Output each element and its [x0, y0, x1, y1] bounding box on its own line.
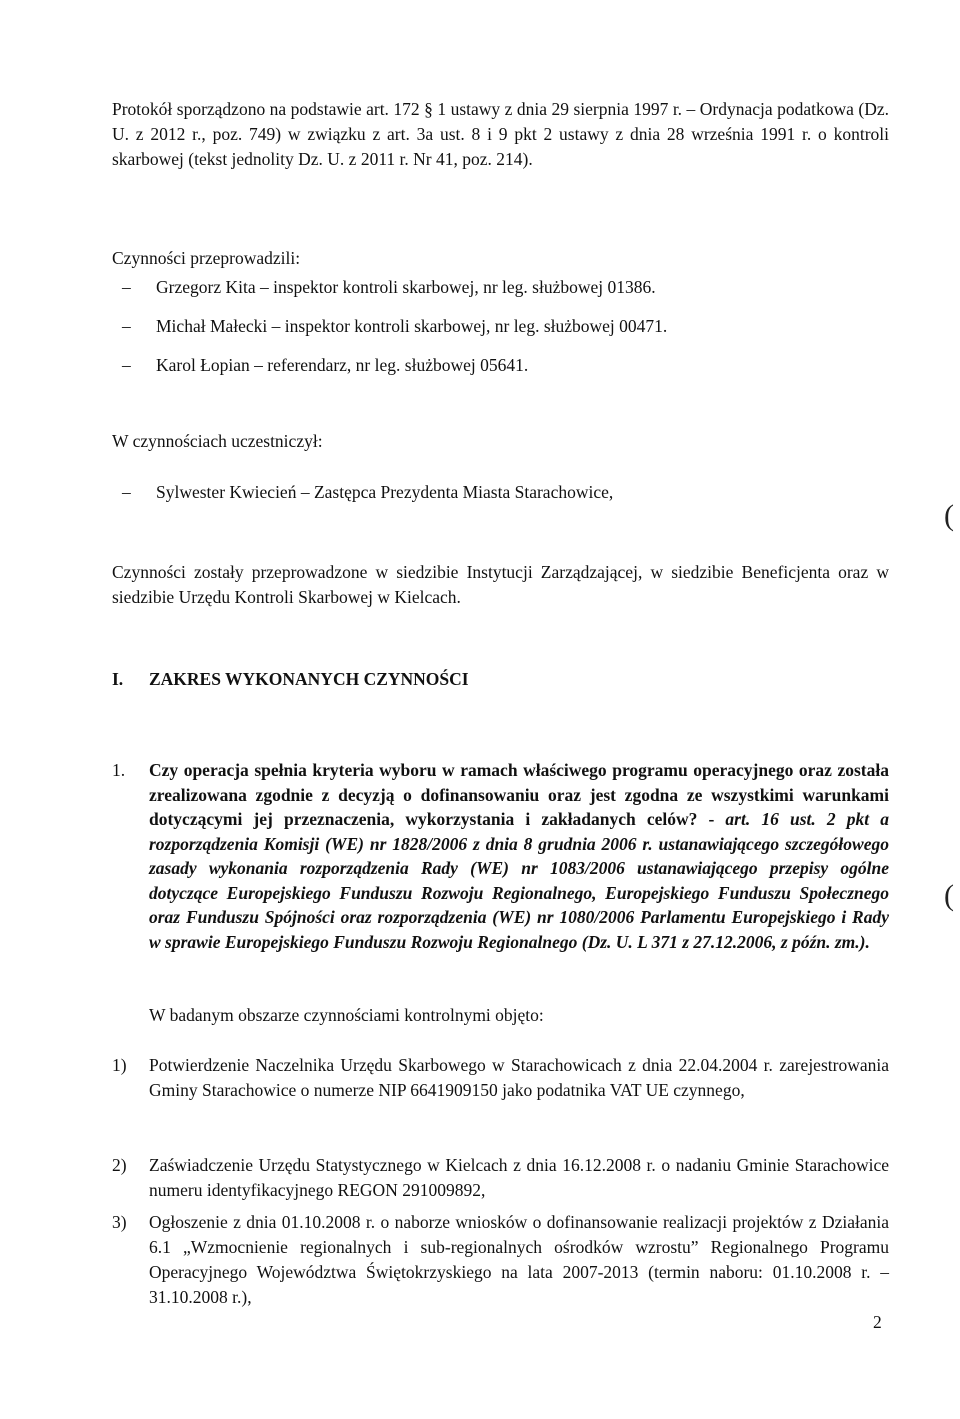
performer-text: Michał Małecki – inspektor kontroli skarbowej, nr leg. służbowej 00471. — [156, 316, 668, 336]
scope-intro: W badanym obszarze czynnościami kontrolnymi objęto: — [149, 1005, 544, 1025]
performer-item — [122, 275, 882, 300]
participants-heading: W czynnościach uczestniczył: — [112, 431, 323, 451]
list-dash: – — [122, 482, 131, 502]
list-item — [112, 1153, 889, 1203]
section-heading — [112, 667, 889, 692]
participant-text: Sylwester Kwiecień – Zastępca Prezydenta Miasta Starachowice, — [156, 482, 614, 502]
list-item-number: 3) — [112, 1212, 127, 1232]
performer-item — [122, 353, 882, 378]
list-dash: – — [122, 316, 131, 336]
performers-heading: Czynności przeprowadzili: — [112, 248, 301, 268]
section-number: I. — [112, 669, 124, 689]
performer-text: Grzegorz Kita – inspektor kontroli skarbowej, nr leg. służbowej 01386. — [156, 277, 656, 297]
list-dash: – — [122, 355, 131, 375]
legal-reference: art. 16 ust. 2 pkt a rozporządzenia Komisji (WE) nr 1828/2006 z dnia 8 grudnia 2006 r. ustanawiającego szczegółowego zasady wykonania rozporządzenia Rady (WE) nr 1083/2006 ustanawiającego przepisy ogólne dotyczące Europejskiego Funduszu Rozwoju Regionalnego, Europejskiego Funduszu Społecznego oraz Funduszu Spójności oraz rozporządzenia (WE) nr 1080/2006 Parlamentu Europejskiego i Rady w sprawie Europejskiego Funduszu Rozwoju Regionalnego (Dz. U. L 371 z 27.12.2006, z późn. zm.). — [149, 809, 889, 952]
list-item-text: Ogłoszenie z dnia 01.10.2008 r. o naborze wniosków o dofinansowanie realizacji projektów z Działania 6.1 „Wzmocnienie regionalnych i sub-regionalnych ośrodków wzrostu” Regionalnego Programu Operacyjnego Województwa Świętokrzyskiego na lata 2007-2013 (termin naboru: 01.10.2008 r. – 31.10.2008 r.), — [149, 1212, 889, 1307]
list-dash: – — [122, 277, 131, 297]
location-paragraph: Czynności zostały przeprowadzone w siedzibie Instytucji Zarządzającej, w siedzibie Beneficjenta oraz w siedzibie Urzędu Kontroli Skarbowej w Kielcach. — [112, 562, 889, 607]
performer-text: Karol Łopian – referendarz, nr leg. służbowej 05641. — [156, 355, 529, 375]
question-text: Czy operacja spełnia kryteria wyboru w ramach właściwego programu operacyjnego oraz została zrealizowana zgodnie z decyzją o dofinansowaniu oraz jest zgodna ze wszystkimi warunkami dotyczącymi jej przeznaczenia, wykorzystania i zakładanych celów? - — [149, 760, 889, 829]
section-title: ZAKRES WYKONANYCH CZYNNOŚCI — [149, 669, 469, 689]
list-item-text: Zaświadczenie Urzędu Statystycznego w Kielcach z dnia 16.12.2008 r. o nadaniu Gminie Starachowice numeru identyfikacyjnego REGON 291009892, — [149, 1155, 889, 1200]
question-number: 1. — [112, 760, 126, 780]
margin-mark: ( — [944, 879, 954, 912]
performer-item — [122, 314, 882, 339]
page-number: 2 — [873, 1312, 882, 1332]
list-item-text: Potwierdzenie Naczelnika Urzędu Skarbowego w Starachowicach z dnia 22.04.2004 r. zarejestrowania Gminy Starachowice o numerze NIP 6641909150 jako podatnika VAT UE czynnego, — [149, 1055, 889, 1100]
margin-mark: ( — [944, 499, 954, 532]
list-item-number: 1) — [112, 1055, 127, 1075]
intro-paragraph: Protokół sporządzono na podstawie art. 172 § 1 ustawy z dnia 29 sierpnia 1997 r. – Ordynacja podatkowa (Dz. U. z 2012 r., poz. 749) w związku z art. 3a ust. 8 i 9 pkt 2 ustawy z dnia 28 września 1991 r. o kontroli skarbowej (tekst jednolity Dz. U. z 2011 r. Nr 41, poz. 214). — [112, 99, 889, 169]
list-item-number: 2) — [112, 1155, 127, 1175]
list-item — [112, 1210, 889, 1310]
list-item — [112, 1053, 889, 1103]
question-item — [112, 758, 889, 954]
participant-item — [122, 480, 882, 505]
